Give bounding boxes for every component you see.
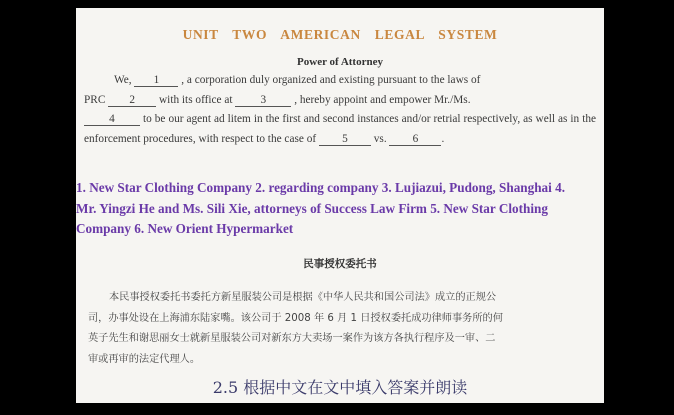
answer-key: 1. New Star Clothing Company 2. regarding company 3. Lujiazui, Pudong, Shanghai 4. Mr. Yingzi He and Ms. Sili Xie, attorneys of Success Law Firm 5. New Star Clothing Company 6. New Orient Hypermarket [76, 180, 565, 236]
letterbox-right [604, 0, 674, 415]
blank-6: 6 [389, 133, 441, 146]
text-prc: PRC [84, 93, 106, 106]
blank-3: 3 [235, 94, 291, 107]
unit-title: UNIT TWO AMERICAN LEGAL SYSTEM [182, 27, 498, 42]
text-end: . [441, 132, 445, 145]
text-segment-3: , hereby appoint and empower Mr./Ms. [294, 93, 471, 106]
chinese-line-1: 本民事授权委托书委托方新星服装公司是根据《中华人民共和国公司法》成立的正规公 [109, 292, 497, 303]
text-vs: vs. [373, 132, 387, 145]
power-of-attorney-title: Power of Attorney [297, 56, 383, 68]
text-segment-1: , a corporation duly organized and existing pursuant to the laws of [181, 74, 481, 86]
power-of-attorney-text [84, 71, 596, 149]
blank-5: 5 [319, 133, 371, 146]
blank-4: 4 [84, 113, 140, 126]
blank-1: 1 [134, 74, 178, 87]
text-segment-4: to be our agent ad litem in the first and second instances and/or retrial respectively, as well as in the enforcement procedures, with respect to the case of [84, 113, 596, 145]
slide-caption: 2.5 根据中文在文中填入答案并朗读 [212, 378, 468, 397]
chinese-line-3: 英子先生和谢思丽女士就新星服装公司对新东方大卖场一案作为该方各执行程序及一审、二 [88, 333, 496, 344]
chinese-line-2: 司，办事处设在上海浦东陆家嘴。该公司于 2008 年 6 月 1 日授权委托成功律师事务所的何 [88, 312, 503, 324]
letterbox-left [0, 0, 76, 415]
chinese-line-4: 审或再审的法定代理人。 [88, 353, 201, 365]
text-we: We, [114, 74, 132, 86]
text-segment-2: with its office at [159, 93, 233, 106]
slide [76, 8, 604, 403]
chinese-title: 民事授权委托书 [303, 258, 377, 270]
chinese-paragraph [88, 288, 598, 370]
letterbox-bottom [0, 403, 674, 415]
letterbox-top [0, 0, 674, 8]
blank-2: 2 [108, 94, 156, 107]
